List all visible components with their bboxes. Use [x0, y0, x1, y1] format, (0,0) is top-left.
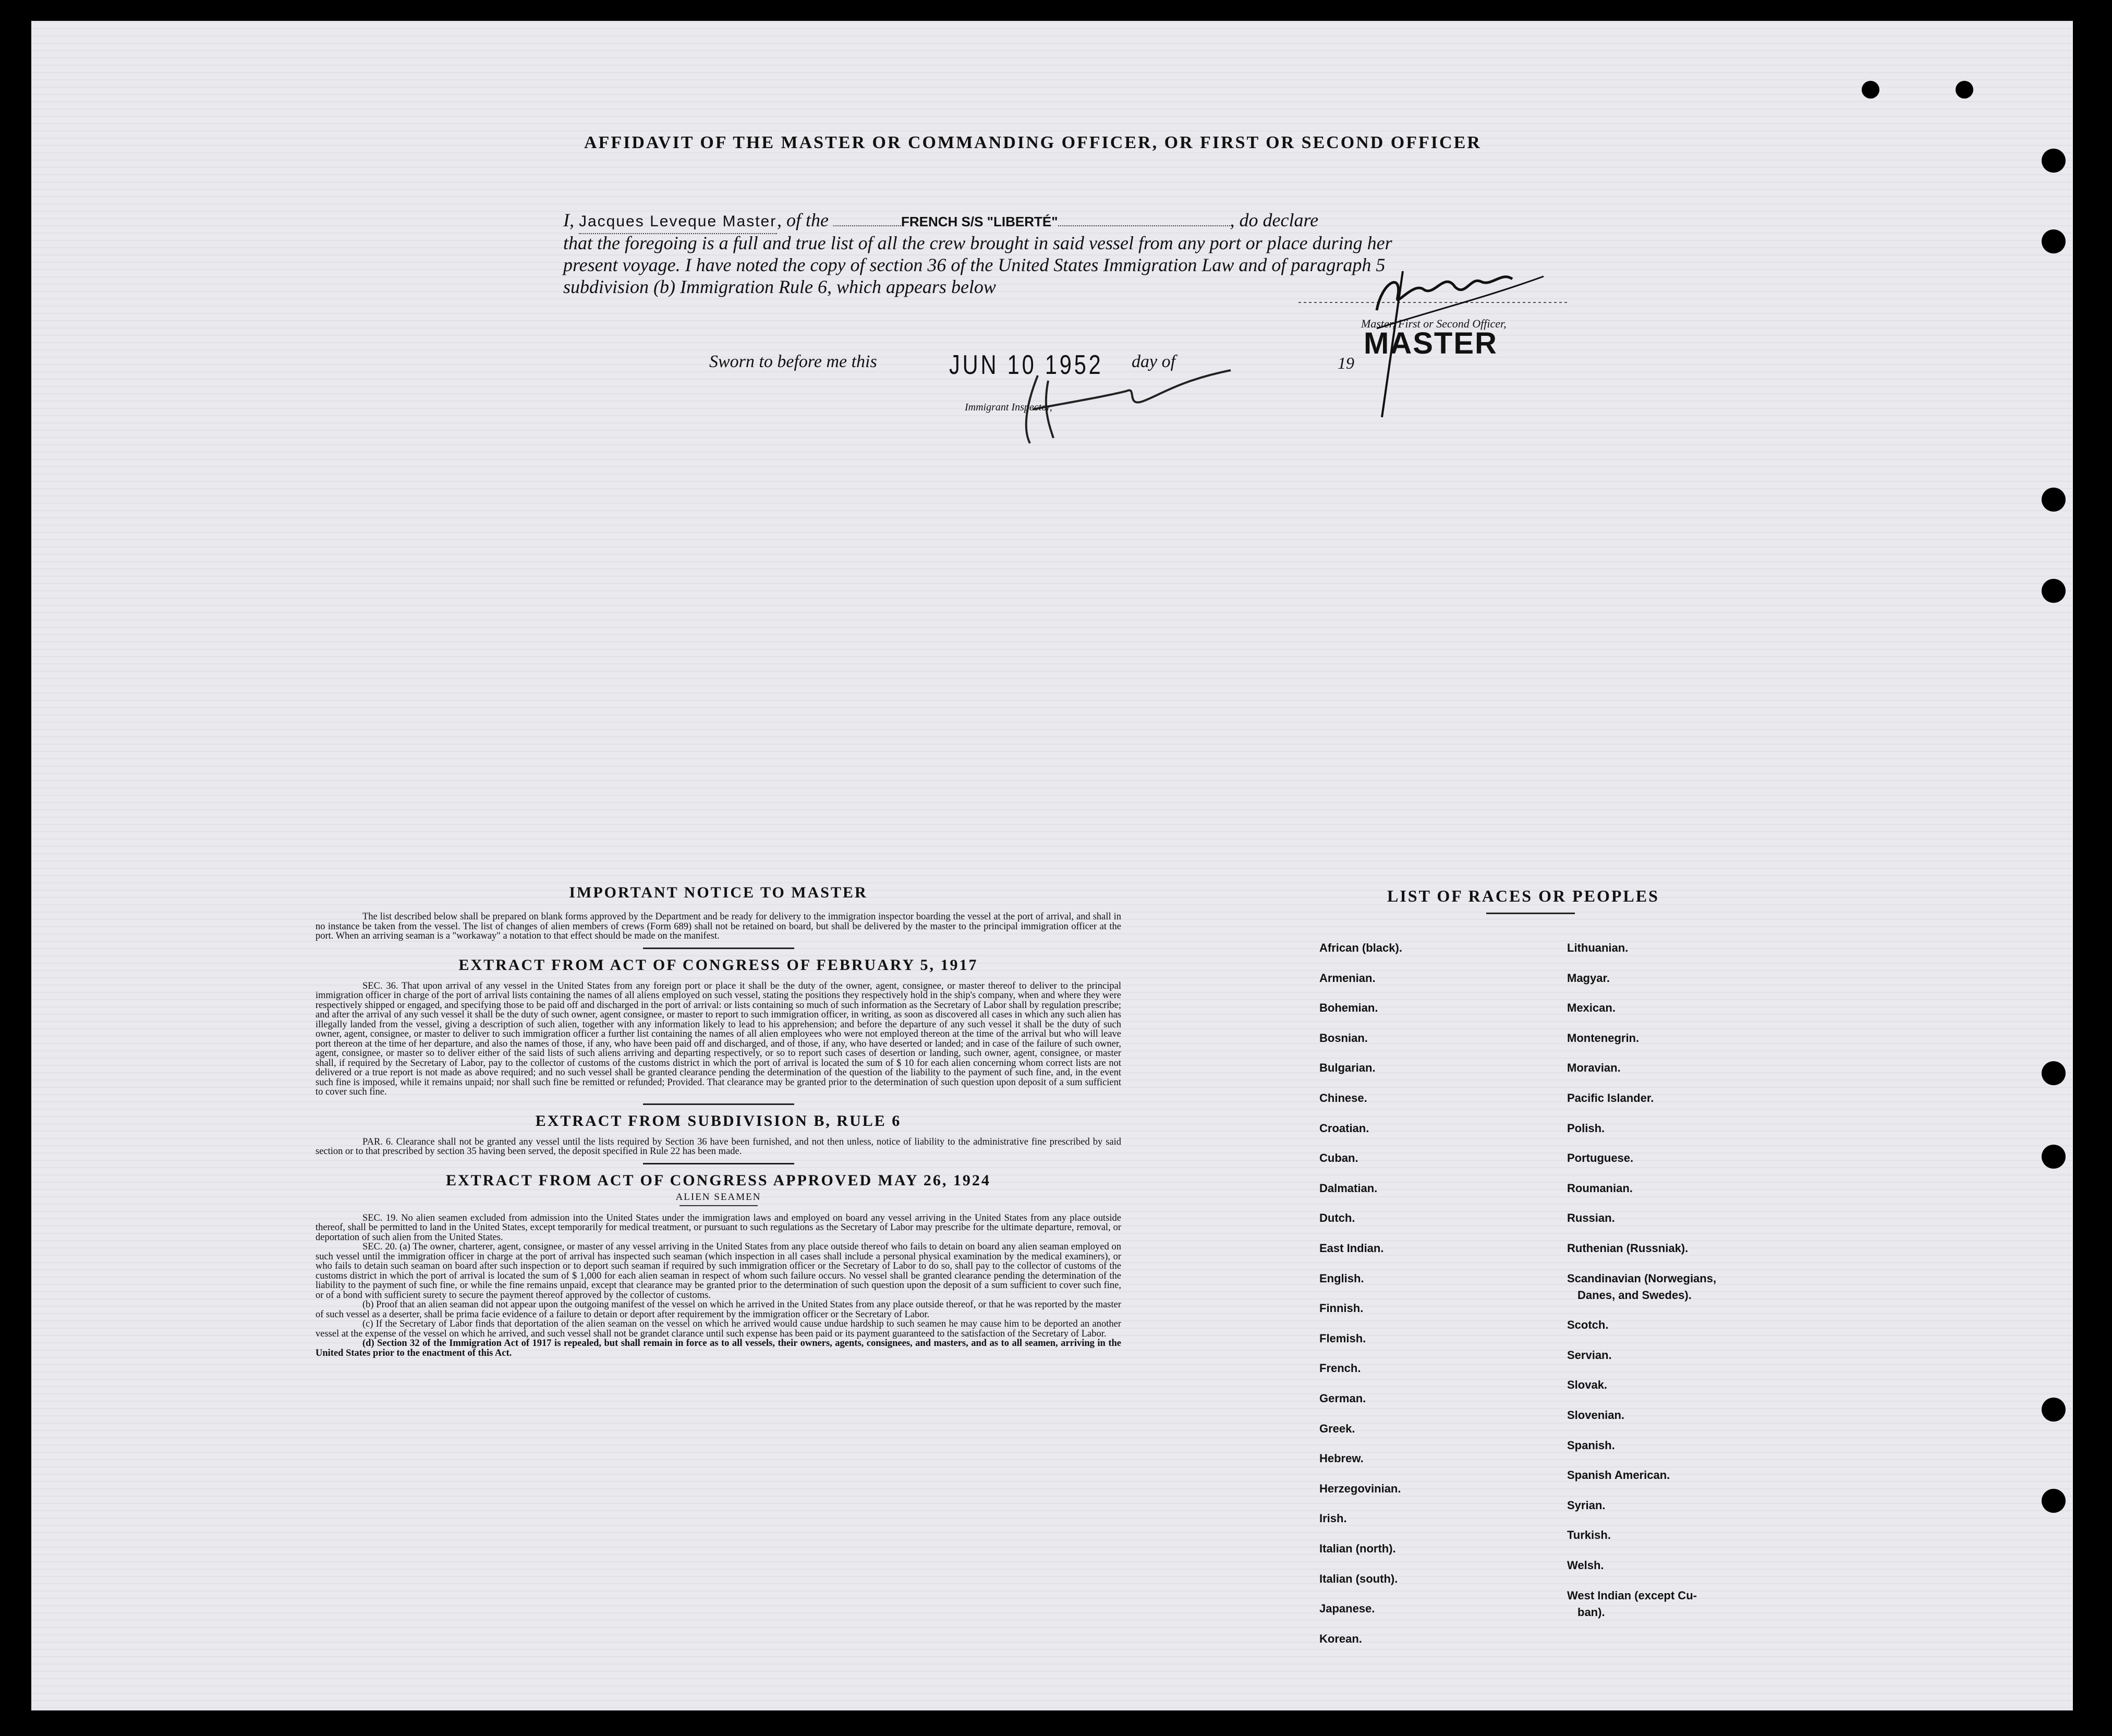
- race-item: Irish.: [1319, 1512, 1347, 1525]
- affidavit-title: AFFIDAVIT OF THE MASTER OR COMMANDING OFFICER, OR FIRST OR SECOND OFFICER: [584, 133, 1482, 152]
- declaration-line-2: that the foregoing is a full and true list of all the crew brought in said vessel from any port or place during her: [563, 233, 1392, 253]
- punch-hole: [2042, 1398, 2066, 1422]
- race-item: Greek.: [1319, 1422, 1355, 1435]
- race-item: French.: [1319, 1362, 1361, 1375]
- vessel-name: FRENCH S/S "LIBERTÉ": [901, 214, 1058, 229]
- race-item: Slovak.: [1567, 1378, 1608, 1392]
- declaration-prefix: I,: [563, 210, 574, 230]
- race-item: German.: [1319, 1392, 1366, 1405]
- punch-hole: [2042, 149, 2066, 173]
- race-item: Japanese.: [1319, 1602, 1375, 1616]
- divider: [643, 1163, 794, 1164]
- race-item: Spanish American.: [1567, 1468, 1670, 1482]
- race-item: West Indian (except Cu-: [1567, 1588, 1697, 1602]
- race-item: Bulgarian.: [1319, 1061, 1376, 1075]
- race-item: Syrian.: [1567, 1498, 1606, 1512]
- race-item: Ruthenian (Russniak).: [1567, 1242, 1689, 1255]
- extract3-sec20a: SEC. 20. (a) The owner, charterer, agent, consignee, or master of any vessel arriving in the United States from any place outside thereof who fails to detain on board any alien seaman employed on such vessel until the immigration officer in charge at the port of arrival has inspected such seaman (which inspection in all cases shall include a personal physical examination by the medical examiners), or who fails to detain such seaman on board after such inspection or to deport such seaman if required by such immigration officer or the Secretary of Labor to do so, shall pay to the collector of customs of the customs district in which the port of arrival is located the sum of $ 1,000 for each alien seaman in respect of whom such failure occurs. No vessel shall be granted clearance pending the determination of the liability to the payment of such fine, or while the fine remains unpaid, except that clearance may be granted prior to the determination of such question upon the deposit of a sum sufficient to cover such fine, or of a bond with sufficient surety to secure the payment thereof approved by the collector of customs.: [315, 1242, 1121, 1301]
- sworn-text: Sworn to before me this: [709, 352, 877, 371]
- race-item: Armenian.: [1319, 971, 1376, 985]
- declaration-of-the: , of the: [777, 210, 829, 230]
- race-item: ban).: [1577, 1605, 1605, 1619]
- race-item: Russian.: [1567, 1211, 1615, 1225]
- race-item: Welsh.: [1567, 1559, 1604, 1572]
- race-item: Scandinavian (Norwegians,: [1567, 1271, 1717, 1285]
- punch-hole: [2042, 1061, 2066, 1085]
- race-item: Chinese.: [1319, 1091, 1367, 1104]
- race-item: Italian (north).: [1319, 1542, 1396, 1555]
- inspector-caption: Immigrant Inspector,: [965, 402, 1052, 413]
- race-item: Flemish.: [1319, 1331, 1366, 1345]
- race-item: Slovenian.: [1567, 1409, 1625, 1422]
- race-item: Herzegovinian.: [1319, 1482, 1401, 1495]
- punch-hole: [2042, 1145, 2066, 1169]
- race-item: Polish.: [1567, 1121, 1605, 1135]
- race-item: Lithuanian.: [1567, 941, 1629, 954]
- extract1-title: EXTRACT FROM ACT OF CONGRESS OF FEBRUARY 5, 1917: [458, 956, 978, 974]
- year-prefix: 19: [1338, 354, 1354, 372]
- race-item: Danes, and Swedes).: [1577, 1288, 1692, 1302]
- race-item: Dalmatian.: [1319, 1181, 1378, 1195]
- punch-hole: [2042, 579, 2066, 603]
- extract3-sec20c: (c) If the Secretary of Labor finds that deportation of the alien seaman on the vessel on which he arrived would cause undue hardship to such seamen he may cause him to be deported an another vessel at the expense of the vessel on which he arrived, and such vessel shall not be grandet clarance until such expense has been paid or its payment guaranteed to the satisfaction of the Secretary of Labor.: [315, 1319, 1121, 1339]
- declaration-line-4: subdivision (b) Immigration Rule 6, which appears below: [563, 276, 996, 297]
- race-item: Magyar.: [1567, 971, 1610, 985]
- race-item: East Indian.: [1319, 1242, 1384, 1255]
- date-stamp: JUN 10 1952: [949, 350, 1103, 380]
- divider: [1486, 913, 1575, 914]
- race-item: Roumanian.: [1567, 1181, 1633, 1195]
- race-item: Bosnian.: [1319, 1031, 1368, 1045]
- race-item: Finnish.: [1319, 1302, 1364, 1315]
- race-item: Scotch.: [1567, 1318, 1609, 1332]
- notice-column: [315, 884, 1121, 1358]
- divider: [643, 1103, 794, 1105]
- extract3-sec20d: (d) Section 32 of the Immigration Act of 1917 is repealed, but shall remain in force as to all vessels, their owners, agents, consignees, and masters, and as to all seamen, arriving in the United States prior to the enactment of this Act.: [315, 1338, 1121, 1358]
- race-item: Portuguese.: [1567, 1151, 1634, 1165]
- race-item: Dutch.: [1319, 1211, 1355, 1225]
- notice-title: IMPORTANT NOTICE TO MASTER: [569, 884, 868, 901]
- signer-caption: Master, First or Second Officer,: [1361, 317, 1507, 330]
- punch-hole: [2042, 229, 2066, 253]
- day-of-text: day of: [1132, 352, 1176, 371]
- extract2-title: EXTRACT FROM SUBDIVISION B, RULE 6: [535, 1112, 902, 1130]
- race-item: Servian.: [1567, 1348, 1612, 1362]
- punch-hole: [2042, 488, 2066, 512]
- master-stamp: MASTER: [1364, 326, 1498, 360]
- races-title: LIST OF RACES OR PEOPLES: [1387, 887, 1659, 905]
- notice-body: The list described below shall be prepared on blank forms approved by the Department and be ready for delivery to the immigration inspector boarding the vessel at the port of arrival, and shall in no instance be taken from the vessel. The list of changes of alien members of crews (Form 689) shall not be retained on board, but shall be delivered by the master to the principal immigration officer at the port. When an arriving seaman is a "workaway" a notation to that effect should be made on the manifest.: [315, 912, 1121, 941]
- extract1-body: SEC. 36. That upon arrival of any vessel in the United States from any foreign port or place it shall be the duty of the owner, agent, consignee, or master thereof to deliver to the principal immigration officer in charge of the port of arrival lists containing the names of all aliens employed on such vessel, stating the positions they respectively hold in the ship's company, when and where they were respectively shipped or engaged, and specifying those to be paid off and discharged in the port of arrival: or lists containing so much of such information as the Secretary of Labor shall by regulation prescribe; and after the arrival of any such vessel it shall be the duty of such owner, agent consignee, or master to report to such immigration officer, in writing, as soon as discovered all cases in which any such alien has illegally landed from the vessel, giving a description of such alien, together with any information likely to lead to his apprehension; and before the departure of any such vessel it shall be the duty of such owner, agent, consignee, or master to deliver to such immigration officer a further list containing the names of all alien employees who were not employed thereon at the time of the arrival but who will leave port thereon at the time of her departure, and also the names of those, if any, who have been paid off and discharged, and of those, if any, who have deserted or landed; and in case of the failure of such owner, agent, consignee, or master so to deliver either of the said lists of such aliens arriving and departing respectively, or so to report such cases of desertion or landing, such owner, agent, consignee, or master shall, if required by the Secretary of Labor, pay to the collector of customs of the customs district in which the port of arrival is located the sum of $ 10 for each alien concerning whom correct lists are not delivered or a true report is not made as above required; and no such vessel shall be granted clearance pending the determination of the question of the liability to the payment of such fine, and, in the event such fine is imposed, while it remains unpaid; nor shall such fine be remitted or refunded; Provided. That clearance may be granted prior to the determination of such question upon deposit of a sum sufficient to cover such fine.: [315, 980, 1121, 1097]
- declaration-line-3: present voyage. I have noted the copy of section 36 of the United States Immigration Law and of paragraph 5: [563, 254, 1386, 275]
- race-item: Italian (south).: [1319, 1572, 1398, 1585]
- race-item: Croatian.: [1319, 1121, 1369, 1135]
- race-item: Cuban.: [1319, 1151, 1358, 1165]
- extract3-title: EXTRACT FROM ACT OF CONGRESS APPROVED MAY 26, 1924: [446, 1171, 991, 1189]
- punch-hole: [2042, 1489, 2066, 1513]
- extract3-sec20b: (b) Proof that an alien seaman did not appear upon the outgoing manifest of the vessel on which he arrived in the United States from any place outside thereof, or that he was reported by the master of such vessel as a deserter, shall be prima facie evidence of a failure to detain or deport after requirement by the immigration officer or the Secretary of Labor.: [315, 1300, 1121, 1320]
- race-item: Montenegrin.: [1567, 1031, 1640, 1045]
- race-item: Bohemian.: [1319, 1001, 1378, 1015]
- race-item: Turkish.: [1567, 1528, 1611, 1542]
- race-item: Mexican.: [1567, 1001, 1616, 1015]
- extract3-sec19: SEC. 19. No alien seamen excluded from admission into the United States under the immigration laws and employed on board any vessel arriving in the United States from any place outside thereof, shall be permitted to land in the United States, except temporarily for medical treatment, or pursuant to such regulations as the Secretary of Labor may prescribe for the ultimate departure, removal, or deportation of such alien from the United States.: [315, 1212, 1121, 1243]
- document-page: [31, 21, 2073, 1710]
- divider: [643, 948, 794, 949]
- punch-hole: [1956, 81, 1973, 99]
- race-item: Spanish.: [1567, 1438, 1615, 1452]
- punch-hole: [1862, 81, 1879, 99]
- declarant-name: Jacques Leveque Master: [579, 210, 777, 234]
- race-item: African (black).: [1319, 941, 1402, 954]
- extract2-body: PAR. 6. Clearance shall not be granted any vessel until the lists required by Section 36 have been furnished, and not then unless, notice of liability to the administrative fine prescribed by said section or to that prescribed by section 35 having been served, the deposit specified in Rule 22 has been made.: [315, 1136, 1121, 1157]
- race-item: English.: [1319, 1271, 1364, 1285]
- extract3-subtitle: ALIEN SEAMEN: [675, 1191, 761, 1203]
- race-item: Korean.: [1319, 1632, 1362, 1645]
- declaration-do-declare: , do declare: [1230, 210, 1319, 230]
- race-item: Moravian.: [1567, 1061, 1621, 1075]
- race-item: Hebrew.: [1319, 1452, 1364, 1465]
- race-item: Pacific Islander.: [1567, 1091, 1654, 1104]
